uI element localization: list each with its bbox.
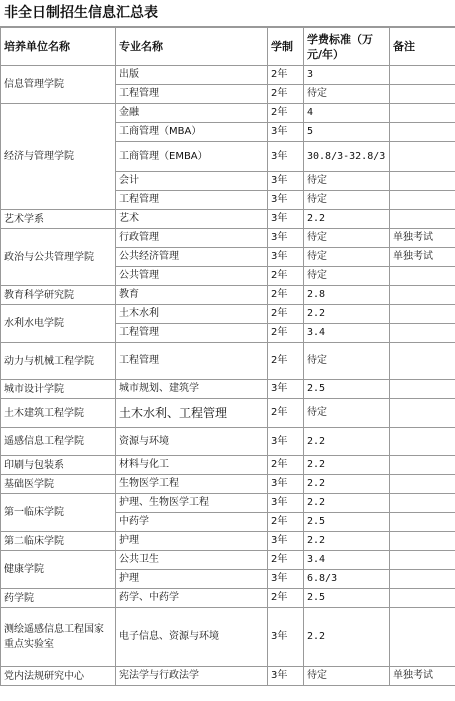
fee-cell: 3 [304,66,390,85]
unit-cell: 水利水电学院 [1,305,116,343]
table-row [1,428,455,456]
major-cell: 电子信息、资源与环境 [116,608,268,667]
fee-cell: 待定 [304,343,390,380]
table-row [1,456,455,475]
major-cell: 出版 [116,66,268,85]
years-cell: 2年 [268,456,304,475]
unit-cell: 城市设计学院 [1,380,116,399]
fee-cell: 待定 [304,229,390,248]
enrollment-table [0,27,455,686]
unit-cell: 健康学院 [1,551,116,589]
years-cell: 2年 [268,399,304,428]
note-cell [390,513,455,532]
note-cell [390,286,455,305]
note-cell: 单独考试 [390,229,455,248]
note-cell [390,551,455,570]
fee-cell: 2.2 [304,532,390,551]
table-row [1,589,455,608]
unit-cell: 土木建筑工程学院 [1,399,116,428]
years-cell: 3年 [268,191,304,210]
years-cell: 3年 [268,608,304,667]
table-row [1,343,455,380]
table-row [1,305,455,324]
header-row [1,28,455,66]
note-cell [390,608,455,667]
unit-cell: 党内法规研究中心 [1,667,116,686]
major-cell: 护理 [116,570,268,589]
table-row [1,667,455,686]
years-cell: 3年 [268,229,304,248]
fee-cell: 3.4 [304,551,390,570]
major-cell: 生物医学工程 [116,475,268,494]
fee-cell: 3.4 [304,324,390,343]
fee-cell: 5 [304,123,390,142]
major-cell: 土木水利 [116,305,268,324]
fee-cell: 2.5 [304,513,390,532]
unit-cell: 药学院 [1,589,116,608]
fee-cell: 4 [304,104,390,123]
years-cell: 2年 [268,286,304,305]
major-cell: 金融 [116,104,268,123]
years-cell: 3年 [268,210,304,229]
fee-cell: 2.2 [304,428,390,456]
table-row [1,475,455,494]
years-cell: 2年 [268,66,304,85]
note-cell [390,305,455,324]
unit-cell: 艺术学系 [1,210,116,229]
table-title: 非全日制招生信息汇总表 [0,0,455,27]
major-cell: 工程管理 [116,343,268,380]
fee-cell: 2.5 [304,380,390,399]
table-row [1,210,455,229]
unit-cell: 第一临床学院 [1,494,116,532]
fee-cell: 待定 [304,248,390,267]
years-cell: 2年 [268,104,304,123]
major-cell: 宪法学与行政法学 [116,667,268,686]
major-cell: 会计 [116,172,268,191]
table-row [1,532,455,551]
years-cell: 3年 [268,570,304,589]
major-cell: 城市规划、建筑学 [116,380,268,399]
table-row [1,66,455,85]
major-cell: 土木水利、工程管理 [116,399,268,428]
fee-cell: 待定 [304,667,390,686]
note-cell [390,343,455,380]
table-row [1,229,455,248]
note-cell [390,456,455,475]
major-cell: 资源与环境 [116,428,268,456]
unit-cell: 信息管理学院 [1,66,116,104]
years-cell: 3年 [268,123,304,142]
header-unit: 培养单位名称 [1,28,116,66]
years-cell: 2年 [268,267,304,286]
note-cell [390,570,455,589]
table-row [1,286,455,305]
note-cell [390,494,455,513]
fee-cell: 待定 [304,172,390,191]
major-cell: 工商管理（MBA） [116,123,268,142]
fee-cell: 2.5 [304,589,390,608]
years-cell: 2年 [268,513,304,532]
years-cell: 3年 [268,172,304,191]
major-cell: 护理 [116,532,268,551]
major-cell: 公共管理 [116,267,268,286]
header-note: 备注 [390,28,455,66]
major-cell: 工程管理 [116,191,268,210]
note-cell [390,475,455,494]
fee-cell: 2.2 [304,210,390,229]
header-major: 专业名称 [116,28,268,66]
fee-cell: 30.8/3-32.8/3 [304,142,390,172]
header-fee: 学费标准（万元/年） [304,28,390,66]
unit-cell: 第二临床学院 [1,532,116,551]
major-cell: 材料与化工 [116,456,268,475]
table-row [1,608,455,667]
fee-cell: 待定 [304,85,390,104]
years-cell: 2年 [268,343,304,380]
major-cell: 教育 [116,286,268,305]
note-cell: 单独考试 [390,667,455,686]
fee-cell: 2.2 [304,305,390,324]
years-cell: 2年 [268,324,304,343]
major-cell: 艺术 [116,210,268,229]
note-cell [390,142,455,172]
years-cell: 3年 [268,380,304,399]
note-cell [390,399,455,428]
note-cell [390,172,455,191]
table-row [1,551,455,570]
unit-cell: 教育科学研究院 [1,286,116,305]
years-cell: 3年 [268,667,304,686]
fee-cell: 2.2 [304,494,390,513]
major-cell: 公共卫生 [116,551,268,570]
major-cell: 工程管理 [116,324,268,343]
unit-cell: 印刷与包装系 [1,456,116,475]
note-cell [390,532,455,551]
years-cell: 3年 [268,532,304,551]
note-cell [390,267,455,286]
major-cell: 中药学 [116,513,268,532]
fee-cell: 2.2 [304,475,390,494]
table-row [1,380,455,399]
major-cell: 公共经济管理 [116,248,268,267]
table-row [1,104,455,123]
note-cell: 单独考试 [390,248,455,267]
note-cell [390,324,455,343]
unit-cell: 测绘遥感信息工程国家重点实验室 [1,608,116,667]
years-cell: 3年 [268,248,304,267]
fee-cell: 2.2 [304,608,390,667]
unit-cell: 经济与管理学院 [1,104,116,210]
unit-cell: 遥感信息工程学院 [1,428,116,456]
years-cell: 3年 [268,428,304,456]
years-cell: 3年 [268,142,304,172]
major-cell: 行政管理 [116,229,268,248]
note-cell [390,589,455,608]
fee-cell: 2.8 [304,286,390,305]
note-cell [390,428,455,456]
note-cell [390,210,455,229]
years-cell: 3年 [268,494,304,513]
note-cell [390,380,455,399]
fee-cell: 待定 [304,267,390,286]
note-cell [390,85,455,104]
years-cell: 2年 [268,305,304,324]
major-cell: 工程管理 [116,85,268,104]
fee-cell: 待定 [304,191,390,210]
years-cell: 2年 [268,551,304,570]
years-cell: 2年 [268,85,304,104]
note-cell [390,104,455,123]
header-years: 学制 [268,28,304,66]
unit-cell: 动力与机械工程学院 [1,343,116,380]
table-row [1,399,455,428]
note-cell [390,66,455,85]
note-cell [390,123,455,142]
table-row [1,494,455,513]
years-cell: 2年 [268,589,304,608]
unit-cell: 基础医学院 [1,475,116,494]
major-cell: 护理、生物医学工程 [116,494,268,513]
fee-cell: 待定 [304,399,390,428]
fee-cell: 2.2 [304,456,390,475]
major-cell: 工商管理（EMBA） [116,142,268,172]
years-cell: 3年 [268,475,304,494]
note-cell [390,191,455,210]
fee-cell: 6.8/3 [304,570,390,589]
major-cell: 药学、中药学 [116,589,268,608]
unit-cell: 政治与公共管理学院 [1,229,116,286]
table-body [1,66,455,686]
